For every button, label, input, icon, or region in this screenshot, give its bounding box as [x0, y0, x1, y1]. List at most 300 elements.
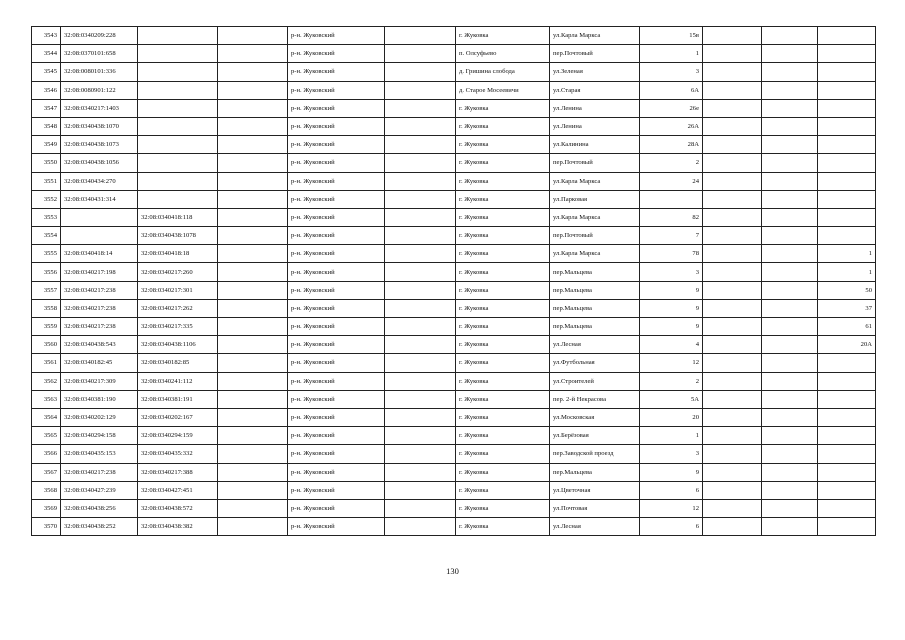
empty-cell [385, 263, 456, 281]
empty-cell [218, 227, 288, 245]
extra-value [818, 481, 876, 499]
house-number: 82 [640, 208, 703, 226]
extra-cell [703, 99, 762, 117]
empty-cell [218, 390, 288, 408]
district: р-н. Жуковский [288, 336, 385, 354]
street: ул.Лесная [550, 336, 640, 354]
linked-cadastral-number: 32:08:0340217:262 [138, 299, 218, 317]
house-number: 9 [640, 318, 703, 336]
extra-value [818, 81, 876, 99]
linked-cadastral-number: 32:08:0340217:388 [138, 463, 218, 481]
extra-cell [703, 172, 762, 190]
extra-value [818, 390, 876, 408]
table-row [32, 354, 876, 372]
house-number: 12 [640, 499, 703, 517]
extra-cell [762, 63, 818, 81]
house-number: 2 [640, 154, 703, 172]
locality: г. Жуковка [456, 99, 550, 117]
linked-cadastral-number [138, 63, 218, 81]
cadastral-number: 32:08:0340438:1073 [61, 136, 138, 154]
street: ул.Лесная [550, 518, 640, 536]
empty-cell [385, 390, 456, 408]
extra-cell [762, 81, 818, 99]
house-number: 3 [640, 63, 703, 81]
locality: г. Жуковка [456, 154, 550, 172]
extra-value: 37 [818, 299, 876, 317]
linked-cadastral-number: 32:08:0340182:85 [138, 354, 218, 372]
record-number: 3552 [32, 190, 61, 208]
linked-cadastral-number [138, 172, 218, 190]
cadastral-number: 32:08:0340217:238 [61, 318, 138, 336]
linked-cadastral-number [138, 45, 218, 63]
district: р-н. Жуковский [288, 481, 385, 499]
house-number: 5А [640, 390, 703, 408]
extra-value: 1 [818, 263, 876, 281]
record-number: 3569 [32, 499, 61, 517]
empty-cell [218, 99, 288, 117]
extra-cell [762, 481, 818, 499]
district: р-н. Жуковский [288, 99, 385, 117]
cadastral-number: 32:08:0370101:658 [61, 45, 138, 63]
empty-cell [385, 172, 456, 190]
locality: г. Жуковка [456, 336, 550, 354]
empty-cell [218, 45, 288, 63]
extra-value [818, 99, 876, 117]
district: р-н. Жуковский [288, 45, 385, 63]
cadastral-number: 32:08:0340438:1070 [61, 117, 138, 135]
empty-cell [385, 99, 456, 117]
house-number: 20 [640, 408, 703, 426]
cadastral-number: 32:08:0340427:239 [61, 481, 138, 499]
extra-value [818, 445, 876, 463]
empty-cell [385, 136, 456, 154]
extra-cell [762, 427, 818, 445]
linked-cadastral-number [138, 190, 218, 208]
extra-cell [703, 136, 762, 154]
extra-cell [703, 390, 762, 408]
district: р-н. Жуковский [288, 499, 385, 517]
register-table [31, 26, 876, 536]
extra-cell [762, 354, 818, 372]
extra-cell [762, 263, 818, 281]
extra-cell [762, 318, 818, 336]
extra-cell [703, 408, 762, 426]
locality: г. Жуковка [456, 299, 550, 317]
street: пер.Заводской проезд [550, 445, 640, 463]
extra-cell [762, 227, 818, 245]
extra-value [818, 190, 876, 208]
linked-cadastral-number [138, 117, 218, 135]
district: р-н. Жуковский [288, 372, 385, 390]
street: ул.Карла Маркса [550, 172, 640, 190]
locality: г. Жуковка [456, 117, 550, 135]
street: пер.Мальцева [550, 281, 640, 299]
record-number: 3561 [32, 354, 61, 372]
house-number: 24 [640, 172, 703, 190]
locality: г. Жуковка [456, 190, 550, 208]
empty-cell [385, 408, 456, 426]
cadastral-number: 32:08:0340294:158 [61, 427, 138, 445]
street: пер.Почтовый [550, 45, 640, 63]
empty-cell [218, 427, 288, 445]
house-number: 9 [640, 299, 703, 317]
locality: г. Жуковка [456, 263, 550, 281]
cadastral-number: 32:08:0340438:543 [61, 336, 138, 354]
district: р-н. Жуковский [288, 154, 385, 172]
district: р-н. Жуковский [288, 208, 385, 226]
extra-value [818, 408, 876, 426]
table-row [32, 408, 876, 426]
extra-cell [703, 190, 762, 208]
house-number: 6 [640, 518, 703, 536]
extra-cell [762, 190, 818, 208]
linked-cadastral-number: 32:08:0340217:301 [138, 281, 218, 299]
empty-cell [385, 372, 456, 390]
district: р-н. Жуковский [288, 190, 385, 208]
empty-cell [385, 518, 456, 536]
cadastral-number: 32:08:0340438:1056 [61, 154, 138, 172]
locality: п. Олсуфьево [456, 45, 550, 63]
street: ул.Старая [550, 81, 640, 99]
record-number: 3554 [32, 227, 61, 245]
table-row [32, 481, 876, 499]
locality: г. Жуковка [456, 245, 550, 263]
empty-cell [385, 208, 456, 226]
district: р-н. Жуковский [288, 172, 385, 190]
cadastral-number: 32:08:0340182:45 [61, 354, 138, 372]
cadastral-number: 32:08:0340217:238 [61, 299, 138, 317]
linked-cadastral-number: 32:08:0340294:159 [138, 427, 218, 445]
extra-value [818, 354, 876, 372]
locality: д. Гришина слобода [456, 63, 550, 81]
empty-cell [218, 463, 288, 481]
extra-cell [762, 499, 818, 517]
empty-cell [385, 445, 456, 463]
street: пер.Мальцева [550, 318, 640, 336]
table-row [32, 117, 876, 135]
linked-cadastral-number: 32:08:0340418:18 [138, 245, 218, 263]
empty-cell [218, 208, 288, 226]
table-row [32, 99, 876, 117]
extra-cell [762, 117, 818, 135]
extra-cell [703, 227, 762, 245]
table-row [32, 63, 876, 81]
district: р-н. Жуковский [288, 245, 385, 263]
cadastral-number [61, 227, 138, 245]
street: пер.Мальцева [550, 463, 640, 481]
record-number: 3548 [32, 117, 61, 135]
street: пер.Мальцева [550, 263, 640, 281]
district: р-н. Жуковский [288, 390, 385, 408]
house-number: 4 [640, 336, 703, 354]
locality: г. Жуковка [456, 445, 550, 463]
empty-cell [385, 336, 456, 354]
extra-value [818, 208, 876, 226]
empty-cell [385, 354, 456, 372]
empty-cell [218, 154, 288, 172]
linked-cadastral-number: 32:08:0340202:167 [138, 408, 218, 426]
extra-cell [762, 445, 818, 463]
record-number: 3570 [32, 518, 61, 536]
empty-cell [385, 318, 456, 336]
house-number: 6 [640, 481, 703, 499]
empty-cell [218, 190, 288, 208]
cadastral-number: 32:08:0080101:336 [61, 63, 138, 81]
empty-cell [218, 117, 288, 135]
extra-cell [703, 445, 762, 463]
empty-cell [218, 372, 288, 390]
district: р-н. Жуковский [288, 463, 385, 481]
extra-cell [703, 154, 762, 172]
empty-cell [218, 499, 288, 517]
empty-cell [385, 481, 456, 499]
house-number: 12 [640, 354, 703, 372]
street: ул.Ленина [550, 99, 640, 117]
locality: г. Жуковка [456, 518, 550, 536]
extra-cell [703, 318, 762, 336]
table-row [32, 208, 876, 226]
empty-cell [385, 281, 456, 299]
locality: г. Жуковка [456, 172, 550, 190]
district: р-н. Жуковский [288, 318, 385, 336]
record-number: 3567 [32, 463, 61, 481]
table-row [32, 336, 876, 354]
cadastral-number: 32:08:0340418:14 [61, 245, 138, 263]
cadastral-number: 32:08:0340381:190 [61, 390, 138, 408]
extra-cell [703, 354, 762, 372]
table-row [32, 372, 876, 390]
empty-cell [218, 27, 288, 45]
house-number [640, 190, 703, 208]
house-number: 2 [640, 372, 703, 390]
cadastral-number: 32:08:0340217:238 [61, 281, 138, 299]
cadastral-number: 32:08:0340209:228 [61, 27, 138, 45]
district: р-н. Жуковский [288, 27, 385, 45]
house-number: 3 [640, 263, 703, 281]
extra-cell [703, 208, 762, 226]
extra-value [818, 372, 876, 390]
empty-cell [385, 245, 456, 263]
locality: г. Жуковка [456, 318, 550, 336]
record-number: 3547 [32, 99, 61, 117]
locality: г. Жуковка [456, 354, 550, 372]
district: р-н. Жуковский [288, 136, 385, 154]
street: ул.Карла Маркса [550, 245, 640, 263]
record-number: 3556 [32, 263, 61, 281]
locality: г. Жуковка [456, 481, 550, 499]
house-number: 26е [640, 99, 703, 117]
empty-cell [218, 172, 288, 190]
district: р-н. Жуковский [288, 354, 385, 372]
linked-cadastral-number [138, 99, 218, 117]
extra-cell [762, 372, 818, 390]
extra-value: 1 [818, 245, 876, 263]
street: ул.Парковая [550, 190, 640, 208]
extra-cell [703, 299, 762, 317]
linked-cadastral-number: 32:08:0340427:451 [138, 481, 218, 499]
street: ул.Цветочная [550, 481, 640, 499]
record-number: 3545 [32, 63, 61, 81]
locality: г. Жуковка [456, 408, 550, 426]
register-body [32, 27, 876, 536]
record-number: 3549 [32, 136, 61, 154]
record-number: 3544 [32, 45, 61, 63]
extra-value [818, 427, 876, 445]
table-row [32, 518, 876, 536]
extra-cell [762, 208, 818, 226]
street: ул.Зеленая [550, 63, 640, 81]
linked-cadastral-number: 32:08:0340381:191 [138, 390, 218, 408]
empty-cell [218, 318, 288, 336]
extra-cell [762, 45, 818, 63]
extra-value: 61 [818, 318, 876, 336]
locality: г. Жуковка [456, 372, 550, 390]
cadastral-number: 32:08:0340217:309 [61, 372, 138, 390]
linked-cadastral-number [138, 136, 218, 154]
table-row [32, 27, 876, 45]
table-row [32, 245, 876, 263]
district: р-н. Жуковский [288, 427, 385, 445]
district: р-н. Жуковский [288, 518, 385, 536]
linked-cadastral-number: 32:08:0340438:382 [138, 518, 218, 536]
record-number: 3553 [32, 208, 61, 226]
linked-cadastral-number [138, 81, 218, 99]
empty-cell [385, 45, 456, 63]
locality: г. Жуковка [456, 390, 550, 408]
extra-value [818, 172, 876, 190]
cadastral-number: 32:08:0340217:198 [61, 263, 138, 281]
record-number: 3558 [32, 299, 61, 317]
district: р-н. Жуковский [288, 299, 385, 317]
extra-cell [703, 427, 762, 445]
cadastral-number: 32:08:0080901:122 [61, 81, 138, 99]
extra-cell [703, 45, 762, 63]
extra-cell [762, 390, 818, 408]
linked-cadastral-number: 32:08:0340217:335 [138, 318, 218, 336]
record-number: 3563 [32, 390, 61, 408]
extra-value [818, 227, 876, 245]
empty-cell [385, 299, 456, 317]
district: р-н. Жуковский [288, 263, 385, 281]
extra-cell [762, 245, 818, 263]
empty-cell [218, 245, 288, 263]
empty-cell [218, 263, 288, 281]
record-number: 3562 [32, 372, 61, 390]
table-row [32, 190, 876, 208]
linked-cadastral-number [138, 154, 218, 172]
table-row [32, 136, 876, 154]
street: ул.Ленина [550, 117, 640, 135]
district: р-н. Жуковский [288, 63, 385, 81]
cadastral-number: 32:08:0340217:238 [61, 463, 138, 481]
street: ул.Калинина [550, 136, 640, 154]
house-number: 1 [640, 427, 703, 445]
cadastral-number: 32:08:0340217:1403 [61, 99, 138, 117]
locality: г. Жуковка [456, 463, 550, 481]
empty-cell [218, 136, 288, 154]
street: пер.Почтовый [550, 227, 640, 245]
house-number: 1 [640, 45, 703, 63]
extra-cell [762, 463, 818, 481]
empty-cell [385, 81, 456, 99]
extra-cell [762, 99, 818, 117]
page-number: 130 [446, 566, 459, 576]
extra-cell [762, 172, 818, 190]
district: р-н. Жуковский [288, 227, 385, 245]
empty-cell [385, 154, 456, 172]
extra-value [818, 136, 876, 154]
extra-cell [762, 299, 818, 317]
locality: г. Жуковка [456, 281, 550, 299]
house-number: 15в [640, 27, 703, 45]
record-number: 3557 [32, 281, 61, 299]
linked-cadastral-number: 32:08:0340418:118 [138, 208, 218, 226]
street: пер. 2-й Некрасова [550, 390, 640, 408]
empty-cell [218, 354, 288, 372]
street: пер.Почтовый [550, 154, 640, 172]
empty-cell [218, 281, 288, 299]
extra-cell [703, 263, 762, 281]
locality: г. Жуковка [456, 227, 550, 245]
empty-cell [385, 499, 456, 517]
street: ул.Строителей [550, 372, 640, 390]
street: ул.Московская [550, 408, 640, 426]
extra-cell [703, 336, 762, 354]
locality: г. Жуковка [456, 499, 550, 517]
extra-cell [703, 463, 762, 481]
table-row [32, 263, 876, 281]
house-number: 6А [640, 81, 703, 99]
table-row [32, 281, 876, 299]
record-number: 3546 [32, 81, 61, 99]
record-number: 3559 [32, 318, 61, 336]
extra-cell [762, 281, 818, 299]
extra-cell [762, 408, 818, 426]
extra-value [818, 499, 876, 517]
extra-cell [762, 154, 818, 172]
locality: д. Старое Мосеевичи [456, 81, 550, 99]
cadastral-number: 32:08:0340434:270 [61, 172, 138, 190]
house-number: 3 [640, 445, 703, 463]
empty-cell [218, 518, 288, 536]
record-number: 3568 [32, 481, 61, 499]
house-number: 9 [640, 463, 703, 481]
record-number: 3565 [32, 427, 61, 445]
cadastral-number: 32:08:0340431:314 [61, 190, 138, 208]
extra-cell [703, 281, 762, 299]
street: пер.Мальцева [550, 299, 640, 317]
extra-value [818, 27, 876, 45]
record-number: 3550 [32, 154, 61, 172]
empty-cell [385, 227, 456, 245]
street: ул.Карла Маркса [550, 208, 640, 226]
extra-value [818, 463, 876, 481]
record-number: 3551 [32, 172, 61, 190]
extra-value [818, 45, 876, 63]
house-number: 28А [640, 136, 703, 154]
extra-value [818, 154, 876, 172]
linked-cadastral-number: 32:08:0340435:332 [138, 445, 218, 463]
empty-cell [385, 190, 456, 208]
street: ул.Почтовая [550, 499, 640, 517]
extra-cell [762, 518, 818, 536]
empty-cell [218, 336, 288, 354]
extra-value: 50 [818, 281, 876, 299]
cadastral-number: 32:08:0340438:252 [61, 518, 138, 536]
extra-cell [703, 481, 762, 499]
table-row [32, 299, 876, 317]
record-number: 3555 [32, 245, 61, 263]
